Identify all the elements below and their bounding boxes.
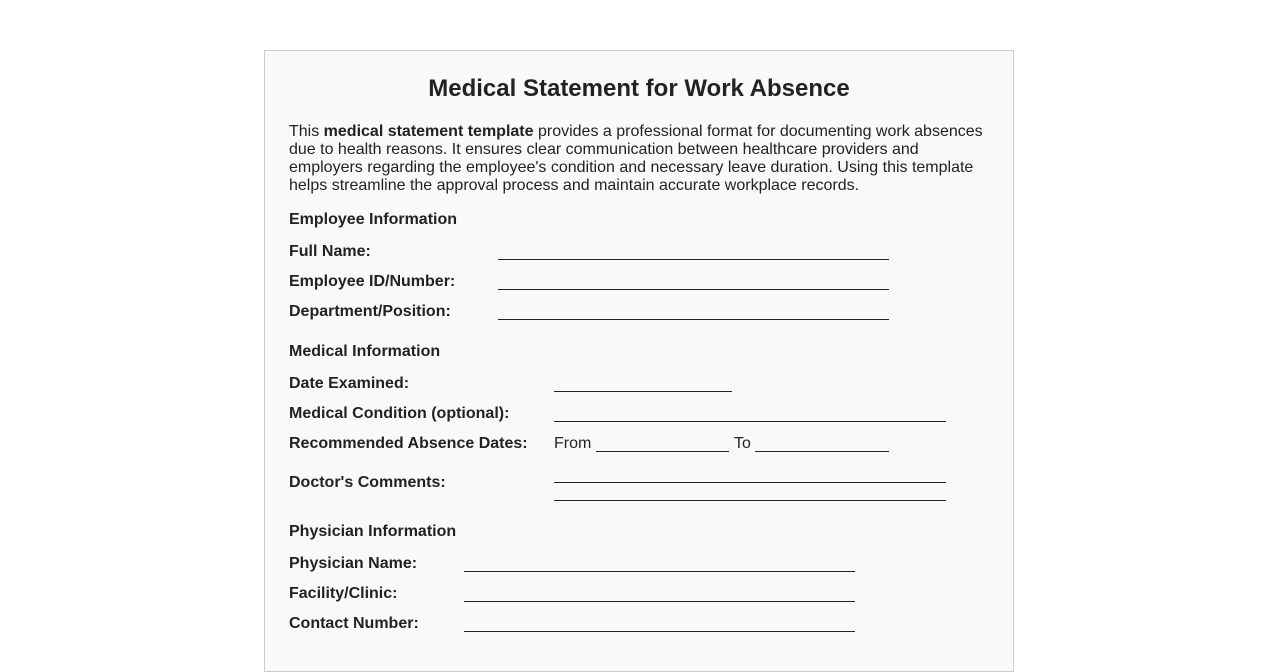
medical-statement-form [264,50,1014,672]
date-examined-field[interactable] [554,377,732,392]
to-date-field[interactable] [755,437,889,452]
to-label: To [734,435,751,452]
intro-paragraph [289,123,989,195]
from-label: From [554,435,592,452]
section-medical-heading: Medical Information [289,343,441,360]
medical-condition-field[interactable] [554,407,946,422]
facility-label: Facility/Clinic: [289,585,398,602]
intro-text-rest: provides a professional format for documenting work absences due to health reasons. It ensures clear communication between healthcare providers and employers regarding the employee's condition and necessary leave duration. Using this template helps streamline the approval process and maintain accurate workplace records. [289,123,983,194]
department-field[interactable] [498,305,889,320]
contact-number-field[interactable] [464,617,855,632]
facility-field[interactable] [464,587,855,602]
from-date-field[interactable] [596,437,729,452]
medical-condition-label: Medical Condition (optional): [289,405,510,422]
page-title: Medical Statement for Work Absence [428,75,850,102]
doctors-comments-label: Doctor's Comments: [289,474,446,491]
doctors-comments-line-2[interactable] [554,486,946,501]
intro-bold: medical statement template [323,123,534,140]
employee-id-field[interactable] [498,275,889,290]
section-employee-heading: Employee Information [289,211,458,228]
full-name-label: Full Name: [289,243,371,260]
doctors-comments-line-1[interactable] [554,468,946,483]
section-physician-heading: Physician Information [289,523,457,540]
department-label: Department/Position: [289,303,451,320]
physician-name-field[interactable] [464,557,855,572]
intro-text: This [289,123,324,140]
contact-number-label: Contact Number: [289,615,419,632]
full-name-field[interactable] [498,245,889,260]
date-examined-label: Date Examined: [289,375,410,392]
absence-dates-label: Recommended Absence Dates: [289,435,528,452]
employee-id-label: Employee ID/Number: [289,273,456,290]
physician-name-label: Physician Name: [289,555,418,572]
